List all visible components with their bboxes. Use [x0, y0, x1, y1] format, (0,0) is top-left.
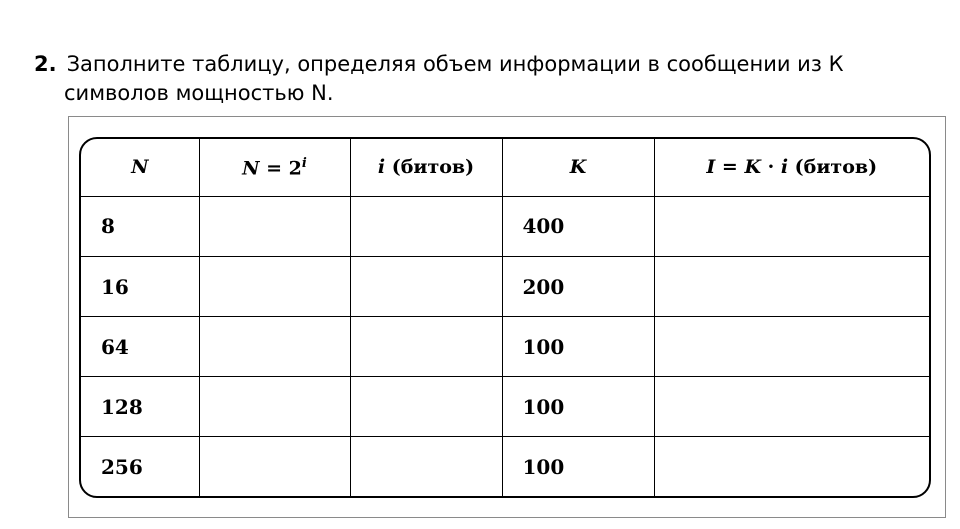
header-n-power: $N = 2^i$: [199, 139, 350, 196]
table: [81, 139, 929, 496]
task-number: 2.: [34, 52, 57, 76]
cell-volume[interactable]: [654, 317, 929, 377]
task-text-line2: символов мощностью N.: [64, 81, 334, 105]
cell-power[interactable]: [199, 317, 350, 377]
cell-power[interactable]: [199, 377, 350, 437]
cell-power[interactable]: [199, 196, 350, 256]
cell-k: 400: [502, 196, 654, 256]
cell-volume[interactable]: [654, 257, 929, 317]
cell-n: 128: [81, 377, 199, 437]
header-info-volume: I = K · i (битов): [654, 139, 929, 196]
cell-i[interactable]: [350, 196, 502, 256]
cell-volume[interactable]: [654, 437, 929, 496]
cell-n: 8: [81, 196, 199, 256]
cell-i[interactable]: [350, 437, 502, 496]
cell-k: 100: [502, 317, 654, 377]
table-row: [81, 377, 929, 437]
cell-n: 256: [81, 437, 199, 496]
cell-power[interactable]: [199, 257, 350, 317]
cell-i[interactable]: [350, 257, 502, 317]
cell-power[interactable]: [199, 437, 350, 496]
cell-k: 100: [502, 377, 654, 437]
header-i-bits: i (битов): [350, 139, 502, 196]
cell-i[interactable]: [350, 317, 502, 377]
table-header-row: [81, 139, 929, 196]
cell-n: 16: [81, 257, 199, 317]
cell-i[interactable]: [350, 377, 502, 437]
cell-n: 64: [81, 317, 199, 377]
task-statement: [34, 50, 944, 108]
table-row: [81, 196, 929, 256]
table-row: [81, 437, 929, 496]
cell-volume[interactable]: [654, 196, 929, 256]
task-text-line1: Заполните таблицу, определяя объем информации в сообщении из К: [66, 52, 844, 76]
header-k: K: [502, 139, 654, 196]
cell-k: 200: [502, 257, 654, 317]
table-row: [81, 257, 929, 317]
header-n: N: [81, 139, 199, 196]
table-row: [81, 317, 929, 377]
information-table: [79, 137, 931, 498]
cell-volume[interactable]: [654, 377, 929, 437]
cell-k: 100: [502, 437, 654, 496]
